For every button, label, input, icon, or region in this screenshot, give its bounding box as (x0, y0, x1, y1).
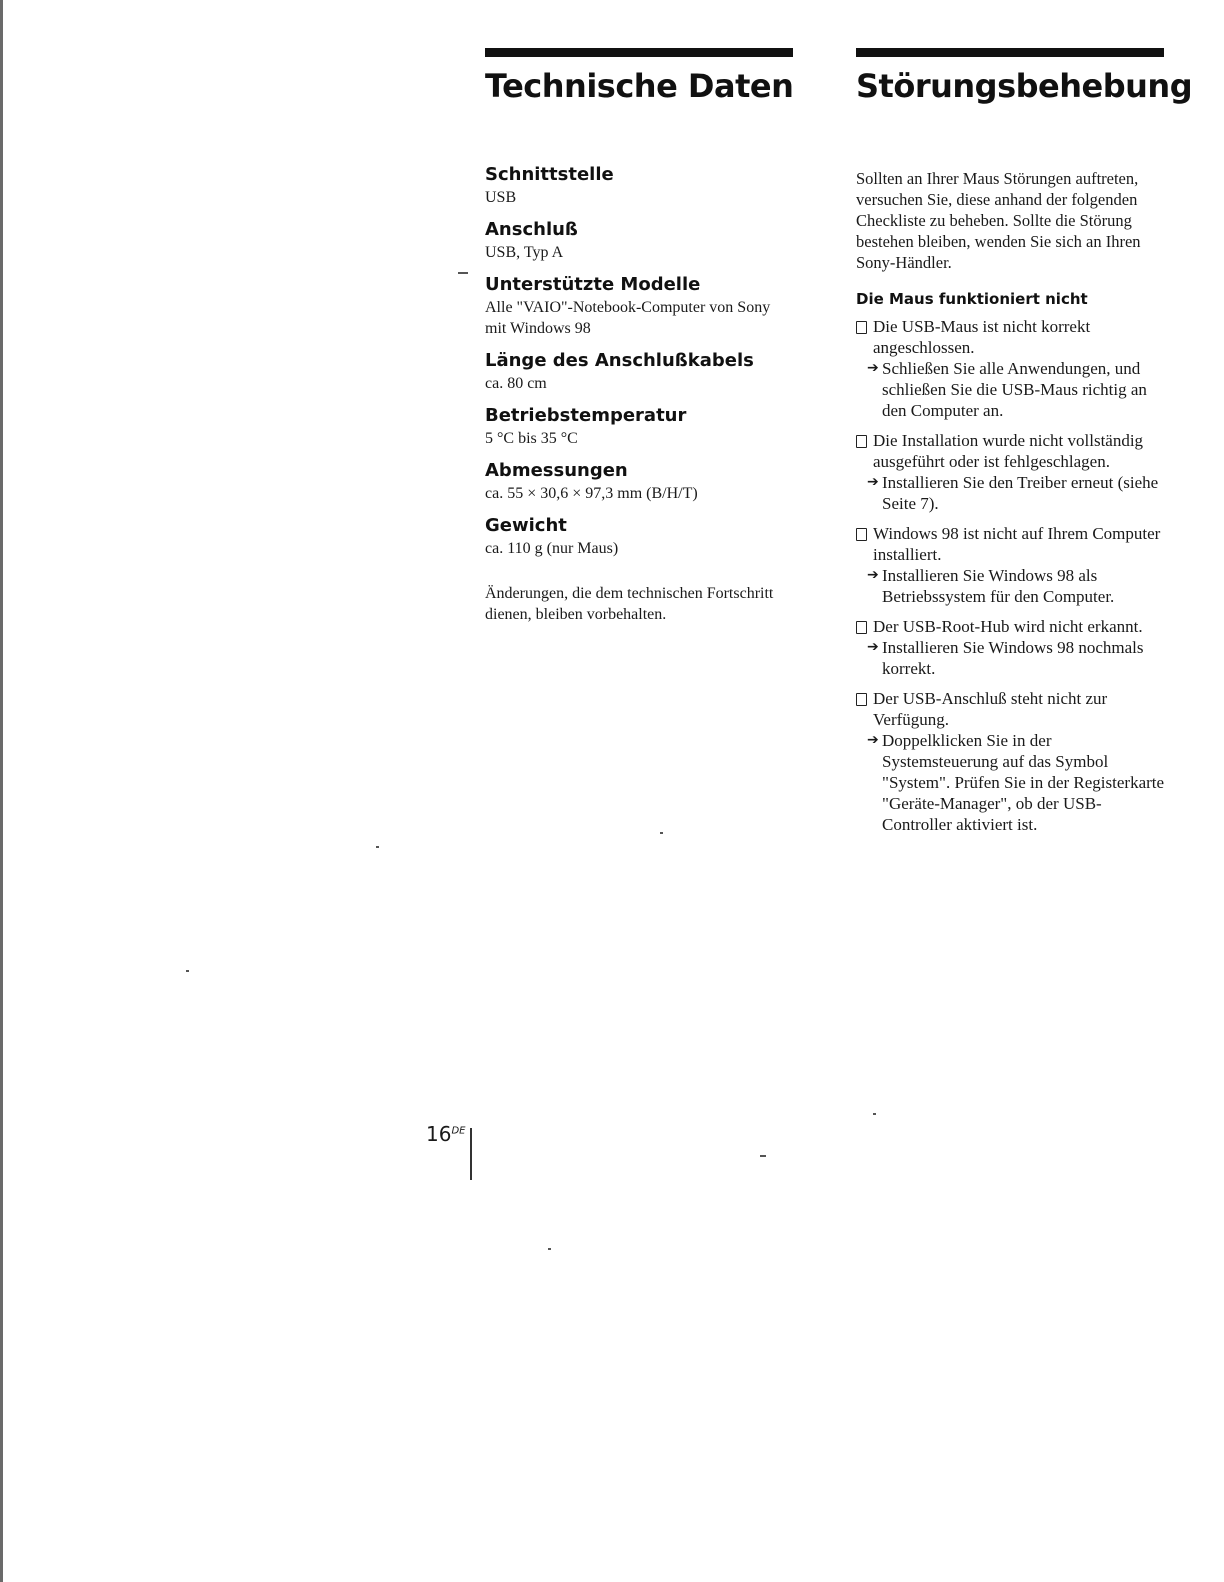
spec-label: Länge des Anschlußkabels (485, 350, 754, 371)
spec-item (485, 163, 795, 208)
arrow-right-icon: ➔ (867, 638, 879, 655)
remedy-text (856, 472, 1166, 514)
problem-text (856, 688, 1166, 730)
checkbox-icon (856, 693, 867, 706)
spec-item (485, 218, 795, 263)
section-title: Technische Daten (485, 67, 794, 105)
checklist-item (856, 430, 1166, 514)
scan-speck (660, 832, 663, 834)
remedy-label: Installieren Sie den Treiber erneut (siehe Seite 7). (882, 472, 1159, 513)
spec-value: Alle "VAIO"-Notebook-Computer von Sony mit Windows 98 (485, 299, 771, 337)
arrow-right-icon: ➔ (867, 566, 879, 583)
scan-speck (458, 272, 468, 274)
checkbox-icon (856, 621, 867, 634)
page-number-value: 16 (426, 1122, 452, 1146)
checklist-item (856, 616, 1166, 679)
spec-value: 5 °C bis 35 °C (485, 430, 578, 447)
scan-speck (548, 1248, 551, 1250)
spec-item (485, 273, 795, 339)
page-language-suffix: DE (451, 1125, 466, 1137)
scan-edge (0, 0, 3, 1582)
spec-label: Schnittstelle (485, 164, 614, 185)
remedy-label: Schließen Sie alle Anwendungen, und schließen Sie die USB-Maus richtig an den Computer an. (882, 358, 1147, 420)
section-title: Störungsbehebung (856, 67, 1193, 105)
intro-paragraph: Sollten an Ihrer Maus Störungen auftreten, versuchen Sie, diese anhand der folgenden Checkliste zu beheben. Sollte die Störung bestehen bleiben, wenden Sie sich an Ihren Sony-Händler. (856, 169, 1141, 272)
checklist-item (856, 688, 1166, 835)
checkbox-icon (856, 528, 867, 541)
scan-speck (760, 1155, 766, 1157)
remedy-text (856, 637, 1166, 679)
problem-label: Der USB-Anschluß steht nicht zur Verfügung. (873, 688, 1108, 729)
checklist-item (856, 316, 1166, 421)
problem-text (856, 316, 1166, 358)
subheading: Die Maus funktioniert nicht (856, 289, 1088, 308)
problem-label: Die USB-Maus ist nicht korrekt angeschlossen. (873, 316, 1091, 357)
scan-speck (186, 970, 189, 972)
problem-label: Windows 98 ist nicht auf Ihrem Computer installiert. (873, 523, 1161, 564)
troubleshooting-section (856, 48, 1193, 844)
problem-text (856, 430, 1166, 472)
spec-item (485, 349, 795, 394)
arrow-right-icon: ➔ (867, 359, 879, 376)
spec-label: Abmessungen (485, 460, 628, 481)
page-number (426, 1122, 465, 1146)
title-rule (856, 48, 1164, 57)
page-number-divider (470, 1128, 472, 1180)
change-note: Änderungen, die dem technischen Fortschritt dienen, bleiben vorbehalten. (485, 585, 774, 623)
problem-label: Der USB-Root-Hub wird nicht erkannt. (873, 616, 1143, 636)
arrow-right-icon: ➔ (867, 473, 879, 490)
arrow-right-icon: ➔ (867, 731, 879, 748)
title-rule (485, 48, 793, 57)
remedy-text (856, 358, 1166, 421)
spec-value: USB (485, 189, 517, 206)
problem-label: Die Installation wurde nicht vollständig ausgeführt oder ist fehlgeschlagen. (873, 430, 1144, 471)
scan-speck (376, 846, 379, 848)
spec-value: ca. 55 × 30,6 × 97,3 mm (B/H/T) (485, 485, 698, 502)
spec-label: Gewicht (485, 515, 567, 536)
problem-text (856, 523, 1166, 565)
remedy-text (856, 730, 1166, 835)
remedy-label: Doppelklicken Sie in der Systemsteuerung auf das Symbol "System". Prüfen Sie in der Registerkarte "Geräte-Manager", ob der USB-Controller aktiviert ist. (882, 730, 1165, 834)
spec-item (485, 404, 795, 449)
remedy-label: Installieren Sie Windows 98 nochmals korrekt. (882, 637, 1144, 678)
spec-label: Anschluß (485, 219, 578, 240)
spec-list (485, 163, 795, 559)
problem-text (856, 616, 1166, 637)
spec-value: ca. 80 cm (485, 375, 547, 392)
remedy-text (856, 565, 1166, 607)
spec-label: Betriebstemperatur (485, 405, 687, 426)
checklist-item (856, 523, 1166, 607)
spec-value: ca. 110 g (nur Maus) (485, 540, 619, 557)
remedy-label: Installieren Sie Windows 98 als Betriebssystem für den Computer. (882, 565, 1115, 606)
spec-item (485, 459, 795, 504)
checkbox-icon (856, 435, 867, 448)
scan-speck (873, 1113, 876, 1115)
spec-label: Unterstützte Modelle (485, 274, 701, 295)
spec-value: USB, Typ A (485, 244, 564, 261)
spec-item (485, 514, 795, 559)
checkbox-icon (856, 321, 867, 334)
technical-data-section (485, 48, 795, 641)
